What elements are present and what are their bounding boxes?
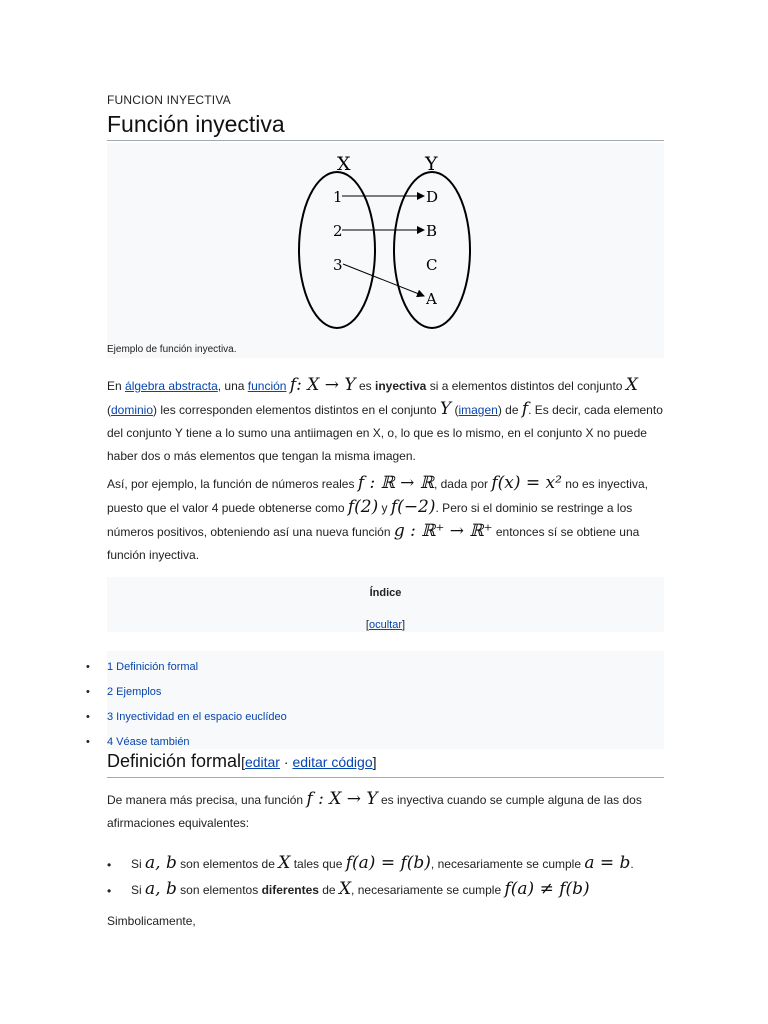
list-item-equal-images: Si a, b son elementos de X tales que f(a) = f(b), necesariamente se cumple a = b. <box>131 853 634 873</box>
link-dominio[interactable]: dominio <box>111 403 154 417</box>
domain-element-1: 1 <box>333 188 343 206</box>
codomain-element-b: B <box>426 222 438 240</box>
toc-item-ejemplos[interactable]: 2 Ejemplos <box>107 686 162 698</box>
list-item-different-elements: Si a, b son elementos diferentes de X, necesariamente se cumple f(a) ≠ f(b) <box>131 879 590 899</box>
math-f-x-to-y-def: f : X → Y <box>306 789 378 809</box>
domain-element-3: 3 <box>333 256 343 274</box>
toc-item-definicion[interactable]: 1 Definición formal <box>107 661 199 673</box>
figure-caption: Ejemplo de función inyectiva. <box>107 344 237 355</box>
closing-text: Simbolicamente, <box>107 914 196 928</box>
edit-code-link[interactable]: editar código <box>292 754 373 770</box>
link-algebra-abstracta[interactable]: álgebra abstracta <box>125 379 218 393</box>
math-f-x-to-y: f: X → Y <box>289 375 356 395</box>
domain-element-2: 2 <box>333 222 343 240</box>
list-bullet: • <box>107 884 112 898</box>
math-y: Y <box>439 399 452 419</box>
toc-bullet: • <box>86 736 90 748</box>
arrow-3-to-a <box>343 264 424 296</box>
page-title: Función inyectiva <box>107 111 285 137</box>
toc-header <box>107 577 664 632</box>
codomain-element-c: C <box>426 256 438 274</box>
definition-paragraph: De manera más precisa, una función f : X → Y es inyectiva cuando se cumple alguna de las dos afirmaciones equivalentes: <box>107 789 642 830</box>
math-f-x-squared: f(x) = x² <box>491 473 562 493</box>
example-paragraph: Así, por ejemplo, la función de números reales f : ℝ → ℝ, dada por f(x) = x² no es inyectiva, puesto que el valor 4 puede obtenerse como f(2) y f(−2). Pero si el dominio se restringe a los números positivos, obteniendo así una nueva función g : ℝ⁺ → ℝ⁺ entonces sí se obtiene una función inyectiva. <box>107 473 648 562</box>
injective-function-diagram <box>280 148 490 338</box>
toc-item-euclideo[interactable]: 3 Inyectividad en el espacio euclídeo <box>107 711 287 723</box>
codomain-element-a: A <box>426 290 437 308</box>
toc-title: Índice <box>369 587 402 599</box>
section-heading: Definición formal[editar · editar código] <box>107 751 377 771</box>
toc-bullet: • <box>86 711 90 723</box>
intro-paragraph: En álgebra abstracta, una función f: X → Y es inyectiva si a elementos distintos del conjunto X (dominio) les corresponden elementos distintos en el conjunto Y (imagen) de f. Es decir, cada elemento del conjunto Y tiene a lo sumo una antiimagen en X, o, lo que es lo mismo, en el conjunto X no puede haber dos o más elementos que tengan la misma imagen. <box>107 375 663 463</box>
math-x: X <box>625 375 638 395</box>
set-y-label: Y <box>425 153 438 175</box>
math-f: f <box>521 399 529 419</box>
codomain-element-d: D <box>426 188 439 206</box>
math-f-minus-2: f(−2) <box>390 497 436 517</box>
link-funcion[interactable]: función <box>247 379 287 393</box>
math-g-rplus: g : ℝ⁺ → ℝ⁺ <box>393 521 493 541</box>
edit-link[interactable]: editar <box>244 754 280 770</box>
section-divider <box>107 777 664 778</box>
set-x-label: X <box>337 153 351 175</box>
math-f-2: f(2) <box>347 497 379 517</box>
document-header: FUNCION INYECTIVA <box>107 93 231 107</box>
math-f-r-to-r: f : ℝ → ℝ <box>357 473 434 493</box>
link-imagen[interactable]: imagen <box>458 403 498 417</box>
toc-bullet: • <box>86 686 90 698</box>
toc-toggle: [ocultar] <box>365 619 406 631</box>
title-divider <box>107 140 664 141</box>
list-bullet: • <box>107 858 112 872</box>
toc-bullet: • <box>86 661 90 673</box>
toc-item-vease[interactable]: 4 Véase también <box>107 736 190 748</box>
toc-hide-link[interactable]: ocultar <box>368 619 403 631</box>
